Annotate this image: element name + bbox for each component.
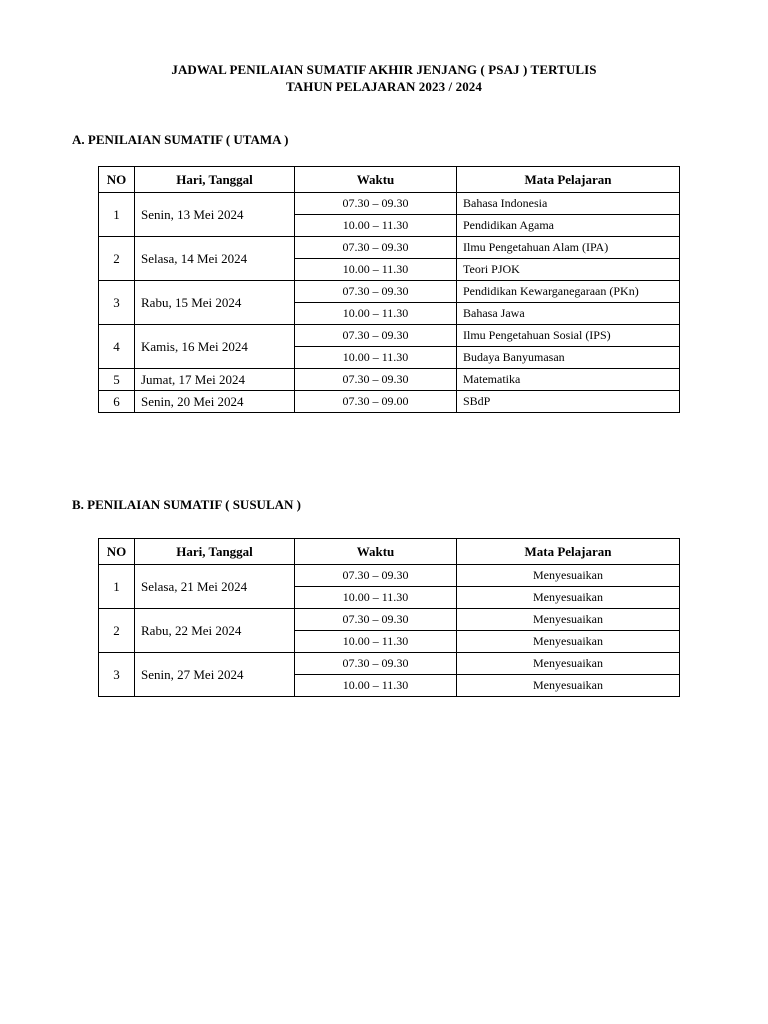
time-cell: 10.00 – 11.30 bbox=[295, 259, 457, 281]
subject-cell: Pendidikan Kewarganegaraan (PKn) bbox=[457, 281, 680, 303]
table-row bbox=[99, 391, 680, 413]
section-b-heading: B. PENILAIAN SUMATIF ( SUSULAN ) bbox=[72, 497, 301, 512]
day-date-cell: Selasa, 21 Mei 2024 bbox=[135, 565, 295, 609]
subject-cell: Menyesuaikan bbox=[457, 675, 680, 697]
row-number: 4 bbox=[99, 325, 135, 369]
day-date-cell: Senin, 27 Mei 2024 bbox=[135, 653, 295, 697]
schedule-table-utama bbox=[98, 166, 680, 413]
day-date-cell: Kamis, 16 Mei 2024 bbox=[135, 325, 295, 369]
table-row bbox=[99, 281, 680, 303]
day-date-cell: Selasa, 14 Mei 2024 bbox=[135, 237, 295, 281]
time-cell: 07.30 – 09.30 bbox=[295, 565, 457, 587]
row-number: 1 bbox=[99, 193, 135, 237]
table-row bbox=[99, 193, 680, 215]
table-header-row bbox=[99, 539, 680, 565]
subject-cell: Ilmu Pengetahuan Alam (IPA) bbox=[457, 237, 680, 259]
time-cell: 07.30 – 09.30 bbox=[295, 237, 457, 259]
subject-cell: Pendidikan Agama bbox=[457, 215, 680, 237]
time-cell: 10.00 – 11.30 bbox=[295, 587, 457, 609]
time-cell: 10.00 – 11.30 bbox=[295, 215, 457, 237]
time-cell: 07.30 – 09.30 bbox=[295, 193, 457, 215]
row-number: 5 bbox=[99, 369, 135, 391]
header-hari-tanggal: Hari, Tanggal bbox=[135, 539, 295, 565]
table-row bbox=[99, 565, 680, 587]
document-title-line-1: JADWAL PENILAIAN SUMATIF AKHIR JENJANG ( PSAJ ) TERTULIS bbox=[171, 62, 597, 77]
day-date-cell: Jumat, 17 Mei 2024 bbox=[135, 369, 295, 391]
time-cell: 07.30 – 09.30 bbox=[295, 281, 457, 303]
header-waktu: Waktu bbox=[295, 539, 457, 565]
row-number: 1 bbox=[99, 565, 135, 609]
header-waktu: Waktu bbox=[295, 167, 457, 193]
table-row bbox=[99, 653, 680, 675]
subject-cell: Menyesuaikan bbox=[457, 653, 680, 675]
day-date-cell: Rabu, 22 Mei 2024 bbox=[135, 609, 295, 653]
header-no: NO bbox=[99, 167, 135, 193]
subject-cell: Menyesuaikan bbox=[457, 609, 680, 631]
subject-cell: Teori PJOK bbox=[457, 259, 680, 281]
time-cell: 10.00 – 11.30 bbox=[295, 347, 457, 369]
subject-cell: SBdP bbox=[457, 391, 680, 413]
row-number: 2 bbox=[99, 237, 135, 281]
subject-cell: Menyesuaikan bbox=[457, 587, 680, 609]
header-hari-tanggal: Hari, Tanggal bbox=[135, 167, 295, 193]
time-cell: 07.30 – 09.30 bbox=[295, 609, 457, 631]
subject-cell: Ilmu Pengetahuan Sosial (IPS) bbox=[457, 325, 680, 347]
subject-cell: Matematika bbox=[457, 369, 680, 391]
header-mata-pelajaran: Mata Pelajaran bbox=[457, 167, 680, 193]
day-date-cell: Senin, 13 Mei 2024 bbox=[135, 193, 295, 237]
table-row bbox=[99, 325, 680, 347]
subject-cell: Menyesuaikan bbox=[457, 631, 680, 653]
section-a-heading: A. PENILAIAN SUMATIF ( UTAMA ) bbox=[72, 132, 289, 147]
row-number: 6 bbox=[99, 391, 135, 413]
document-title-line-2: TAHUN PELAJARAN 2023 / 2024 bbox=[285, 79, 483, 94]
time-cell: 07.30 – 09.30 bbox=[295, 653, 457, 675]
time-cell: 07.30 – 09.30 bbox=[295, 325, 457, 347]
row-number: 3 bbox=[99, 281, 135, 325]
time-cell: 07.30 – 09.30 bbox=[295, 369, 457, 391]
table-row bbox=[99, 237, 680, 259]
table-row bbox=[99, 609, 680, 631]
row-number: 2 bbox=[99, 609, 135, 653]
table-header-row bbox=[99, 167, 680, 193]
header-no: NO bbox=[99, 539, 135, 565]
subject-cell: Bahasa Jawa bbox=[457, 303, 680, 325]
row-number: 3 bbox=[99, 653, 135, 697]
schedule-table-susulan bbox=[98, 538, 680, 697]
subject-cell: Menyesuaikan bbox=[457, 565, 680, 587]
time-cell: 10.00 – 11.30 bbox=[295, 675, 457, 697]
time-cell: 10.00 – 11.30 bbox=[295, 631, 457, 653]
time-cell: 10.00 – 11.30 bbox=[295, 303, 457, 325]
day-date-cell: Senin, 20 Mei 2024 bbox=[135, 391, 295, 413]
table-row bbox=[99, 369, 680, 391]
subject-cell: Bahasa Indonesia bbox=[457, 193, 680, 215]
header-mata-pelajaran: Mata Pelajaran bbox=[457, 539, 680, 565]
time-cell: 07.30 – 09.00 bbox=[295, 391, 457, 413]
day-date-cell: Rabu, 15 Mei 2024 bbox=[135, 281, 295, 325]
subject-cell: Budaya Banyumasan bbox=[457, 347, 680, 369]
